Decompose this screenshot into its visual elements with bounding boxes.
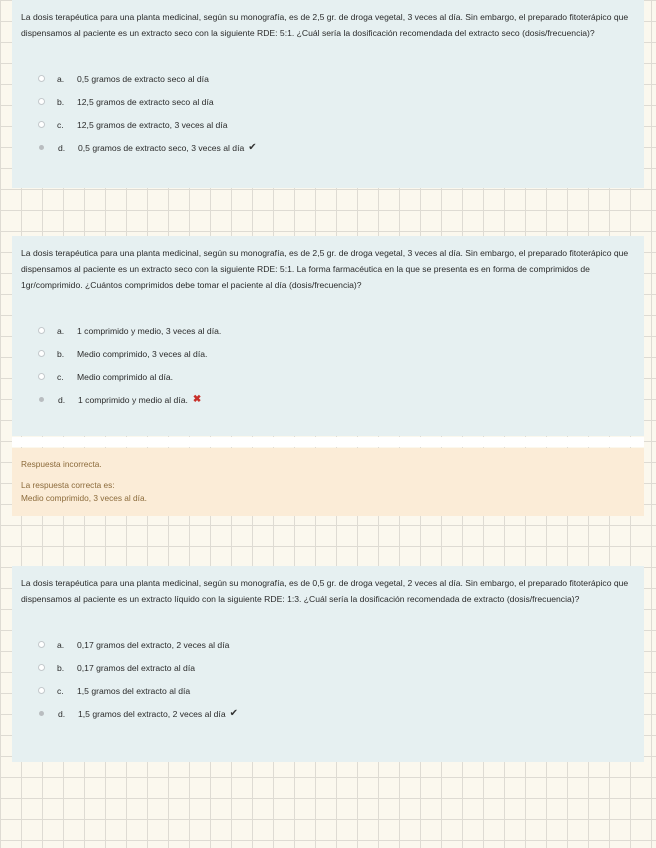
question-card-2 [12,236,644,436]
radio-button[interactable] [38,121,45,128]
separator [12,437,644,447]
question-text: La dosis terapéutica para una planta medicinal, según su monografía, es de 2,5 gr. de droga vegetal, 3 veces al día. Sin embargo, el preparado fitoterápico que dispensamos al paciente es un extracto seco con la siguiente RDE: 5:1. La forma farmacéutica en la que se presenta es en forma de comprimidos de 1gr/comprimido. ¿Cuántos comprimidos debe tomar el paciente al día (dosis/frecuencia)? [21,248,629,290]
option-text: 1,5 gramos del extracto al día [77,685,191,696]
option-text: 1 comprimido y medio al día. [78,394,188,405]
radio-button[interactable] [38,98,45,105]
question-card-3 [12,566,644,762]
option-text: 0,5 gramos de extracto seco, 3 veces al día [78,142,245,153]
answer-options [21,319,635,411]
option-letter: d. [58,708,66,719]
option-letter: c. [57,685,64,696]
feedback-panel [12,448,644,516]
radio-button[interactable] [38,641,45,648]
option-letter: c. [57,371,64,382]
option-c[interactable] [21,365,635,388]
option-text: Medio comprimido, 3 veces al día. [77,348,208,359]
radio-button-selected[interactable] [39,145,44,150]
option-letter: b. [57,96,65,107]
radio-button[interactable] [38,373,45,380]
radio-button-selected[interactable] [39,711,44,716]
option-text: 0,17 gramos del extracto, 2 veces al día [77,639,230,650]
option-text: 0,17 gramos del extracto al día [77,662,195,673]
option-c[interactable] [21,113,635,136]
option-c[interactable] [21,679,635,702]
option-letter: b. [57,348,65,359]
option-letter: a. [57,325,65,336]
option-text: 12,5 gramos de extracto seco al día [77,96,214,107]
option-text: 0,5 gramos de extracto seco al día [77,73,209,84]
answer-options [21,67,635,159]
option-text: Medio comprimido al día. [77,371,174,382]
radio-button[interactable] [38,350,45,357]
question-text: La dosis terapéutica para una planta medicinal, según su monografía, es de 2,5 gr. de droga vegetal, 3 veces al día. Sin embargo, el preparado fitoterápico que dispensamos al paciente es un extracto seco con la siguiente RDE: 5:1. ¿Cuál sería la dosificación recomendada del extracto seco (dosis/frecuencia)? [21,12,629,38]
feedback-message: Respuesta incorrecta. [21,459,102,469]
question-card-1 [12,0,644,188]
option-letter: c. [57,119,64,130]
radio-button-selected[interactable] [39,397,44,402]
option-d[interactable] [21,702,635,725]
option-letter: b. [57,662,65,673]
radio-button[interactable] [38,327,45,334]
option-a[interactable] [21,67,635,90]
option-b[interactable] [21,342,635,365]
question-text: La dosis terapéutica para una planta medicinal, según su monografía, es de 0,5 gr. de droga vegetal, 2 veces al día. Sin embargo, el preparado fitoterápico que dispensamos al paciente es un extracto líquido con la siguiente RDE: 1:3. ¿Cuál sería la dosificación recomendada de extracto (dosis/frecuencia)? [21,578,629,604]
option-a[interactable] [21,319,635,342]
option-text: 1 comprimido y medio, 3 veces al día. [77,325,222,336]
option-b[interactable] [21,656,635,679]
correct-answer-label: La respuesta correcta es: [21,480,115,490]
option-letter: a. [57,73,65,84]
option-letter: a. [57,639,65,650]
option-d[interactable] [21,136,635,159]
check-icon: ✔ [229,708,238,719]
cross-icon: ✖ [192,394,202,405]
option-text: 12,5 gramos de extracto, 3 veces al día [77,119,228,130]
option-a[interactable] [21,633,635,656]
option-text: 1,5 gramos del extracto, 2 veces al día [78,708,226,719]
option-d[interactable] [21,388,635,411]
option-letter: d. [58,142,66,153]
check-icon: ✔ [248,142,257,153]
option-b[interactable] [21,90,635,113]
radio-button[interactable] [38,687,45,694]
answer-options [21,633,635,725]
radio-button[interactable] [38,664,45,671]
option-letter: d. [58,394,66,405]
correct-answer: Medio comprimido, 3 veces al día. [21,493,147,503]
radio-button[interactable] [38,75,45,82]
